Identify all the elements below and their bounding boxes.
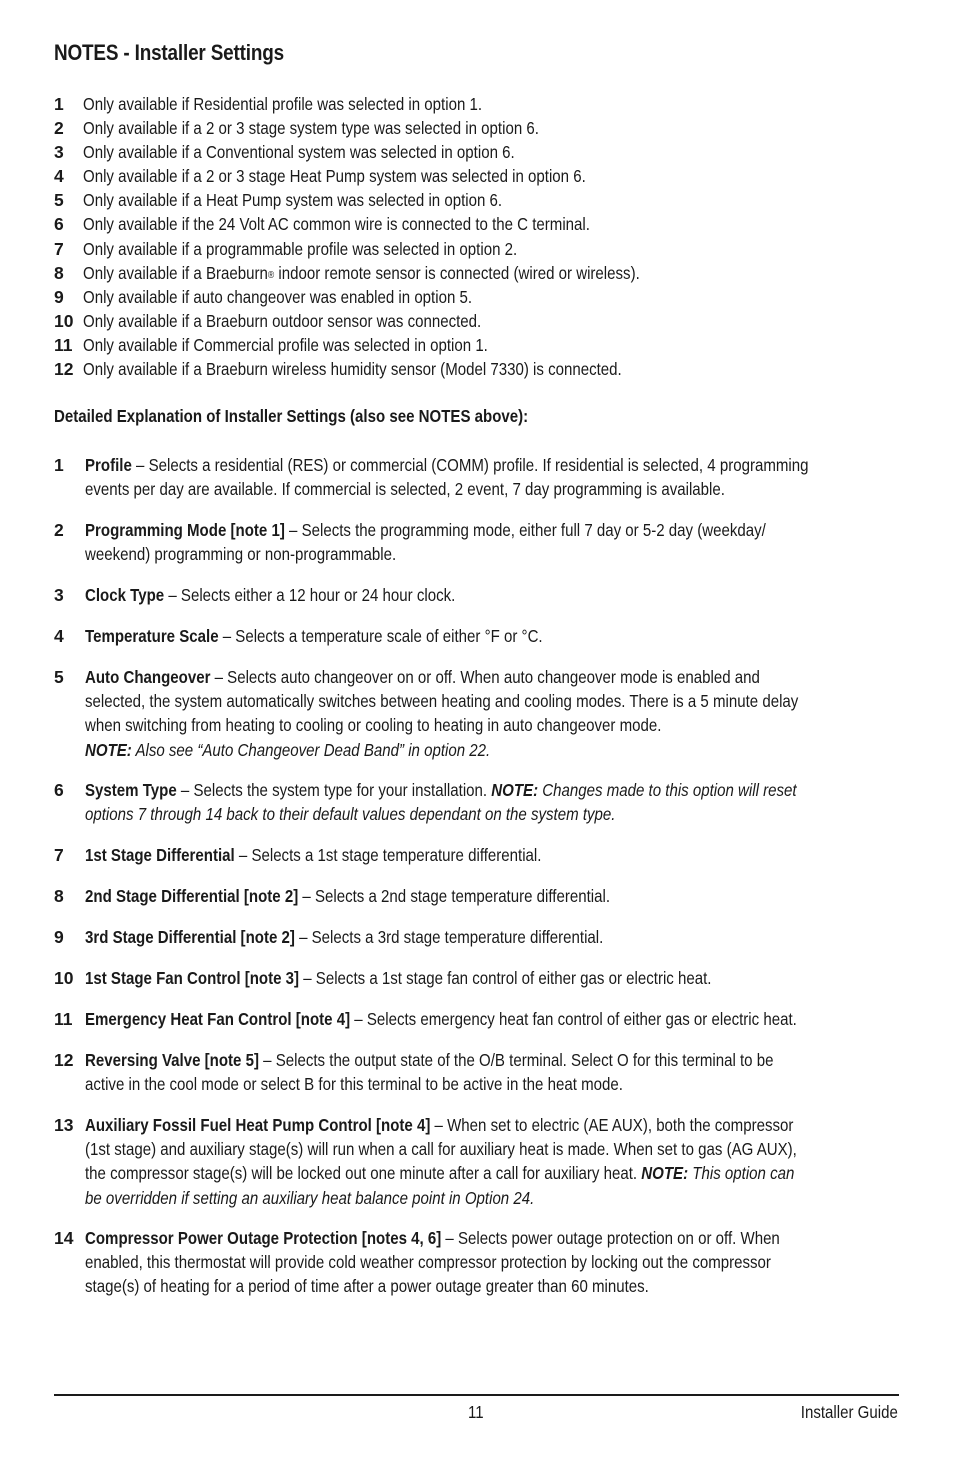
note-item: 9 Only available if auto changeover was enabled in option 5. (54, 286, 473, 307)
page-number: 11 (468, 1402, 484, 1422)
note-item: 10 Only available if a Braeburn outdoor sensor was connected. (54, 310, 482, 331)
note-item: 8 Only available if a Braeburn® indoor remote sensor is connected (wired or wireless). (54, 262, 640, 283)
note-item: 4 Only available if a 2 or 3 stage Heat Pump system was selected in option 6. (54, 166, 586, 187)
note-item: 7 Only available if a programmable profile was selected in option 2. (54, 238, 518, 259)
note-item: 2 Only available if a 2 or 3 stage system type was selected in option 6. (54, 118, 539, 139)
footer-divider (54, 1394, 899, 1396)
notes-list (54, 92, 914, 381)
note-item: 12 Only available if a Braeburn wireless humidity sensor (Model 7330) is connected. (54, 359, 622, 380)
note-item: 3 Only available if a Conventional system was selected in option 6. (54, 142, 515, 163)
footer-guide-label: Installer Guide (800, 1402, 898, 1422)
registered-mark: ® (267, 269, 275, 281)
note-item: 1 Only available if Residential profile was selected in option 1. (54, 94, 483, 114)
page-title: NOTES - Installer Settings (54, 40, 284, 65)
section-heading: Detailed Explanation of Installer Settings (also see NOTES above): (54, 406, 529, 426)
note-item: 6 Only available if the 24 Volt AC common wire is connected to the C terminal. (54, 214, 590, 235)
note-item: 5 Only available if a Heat Pump system was selected in option 6. (54, 190, 503, 211)
note-item: 11 Only available if Commercial profile was selected in option 1. (54, 334, 488, 355)
